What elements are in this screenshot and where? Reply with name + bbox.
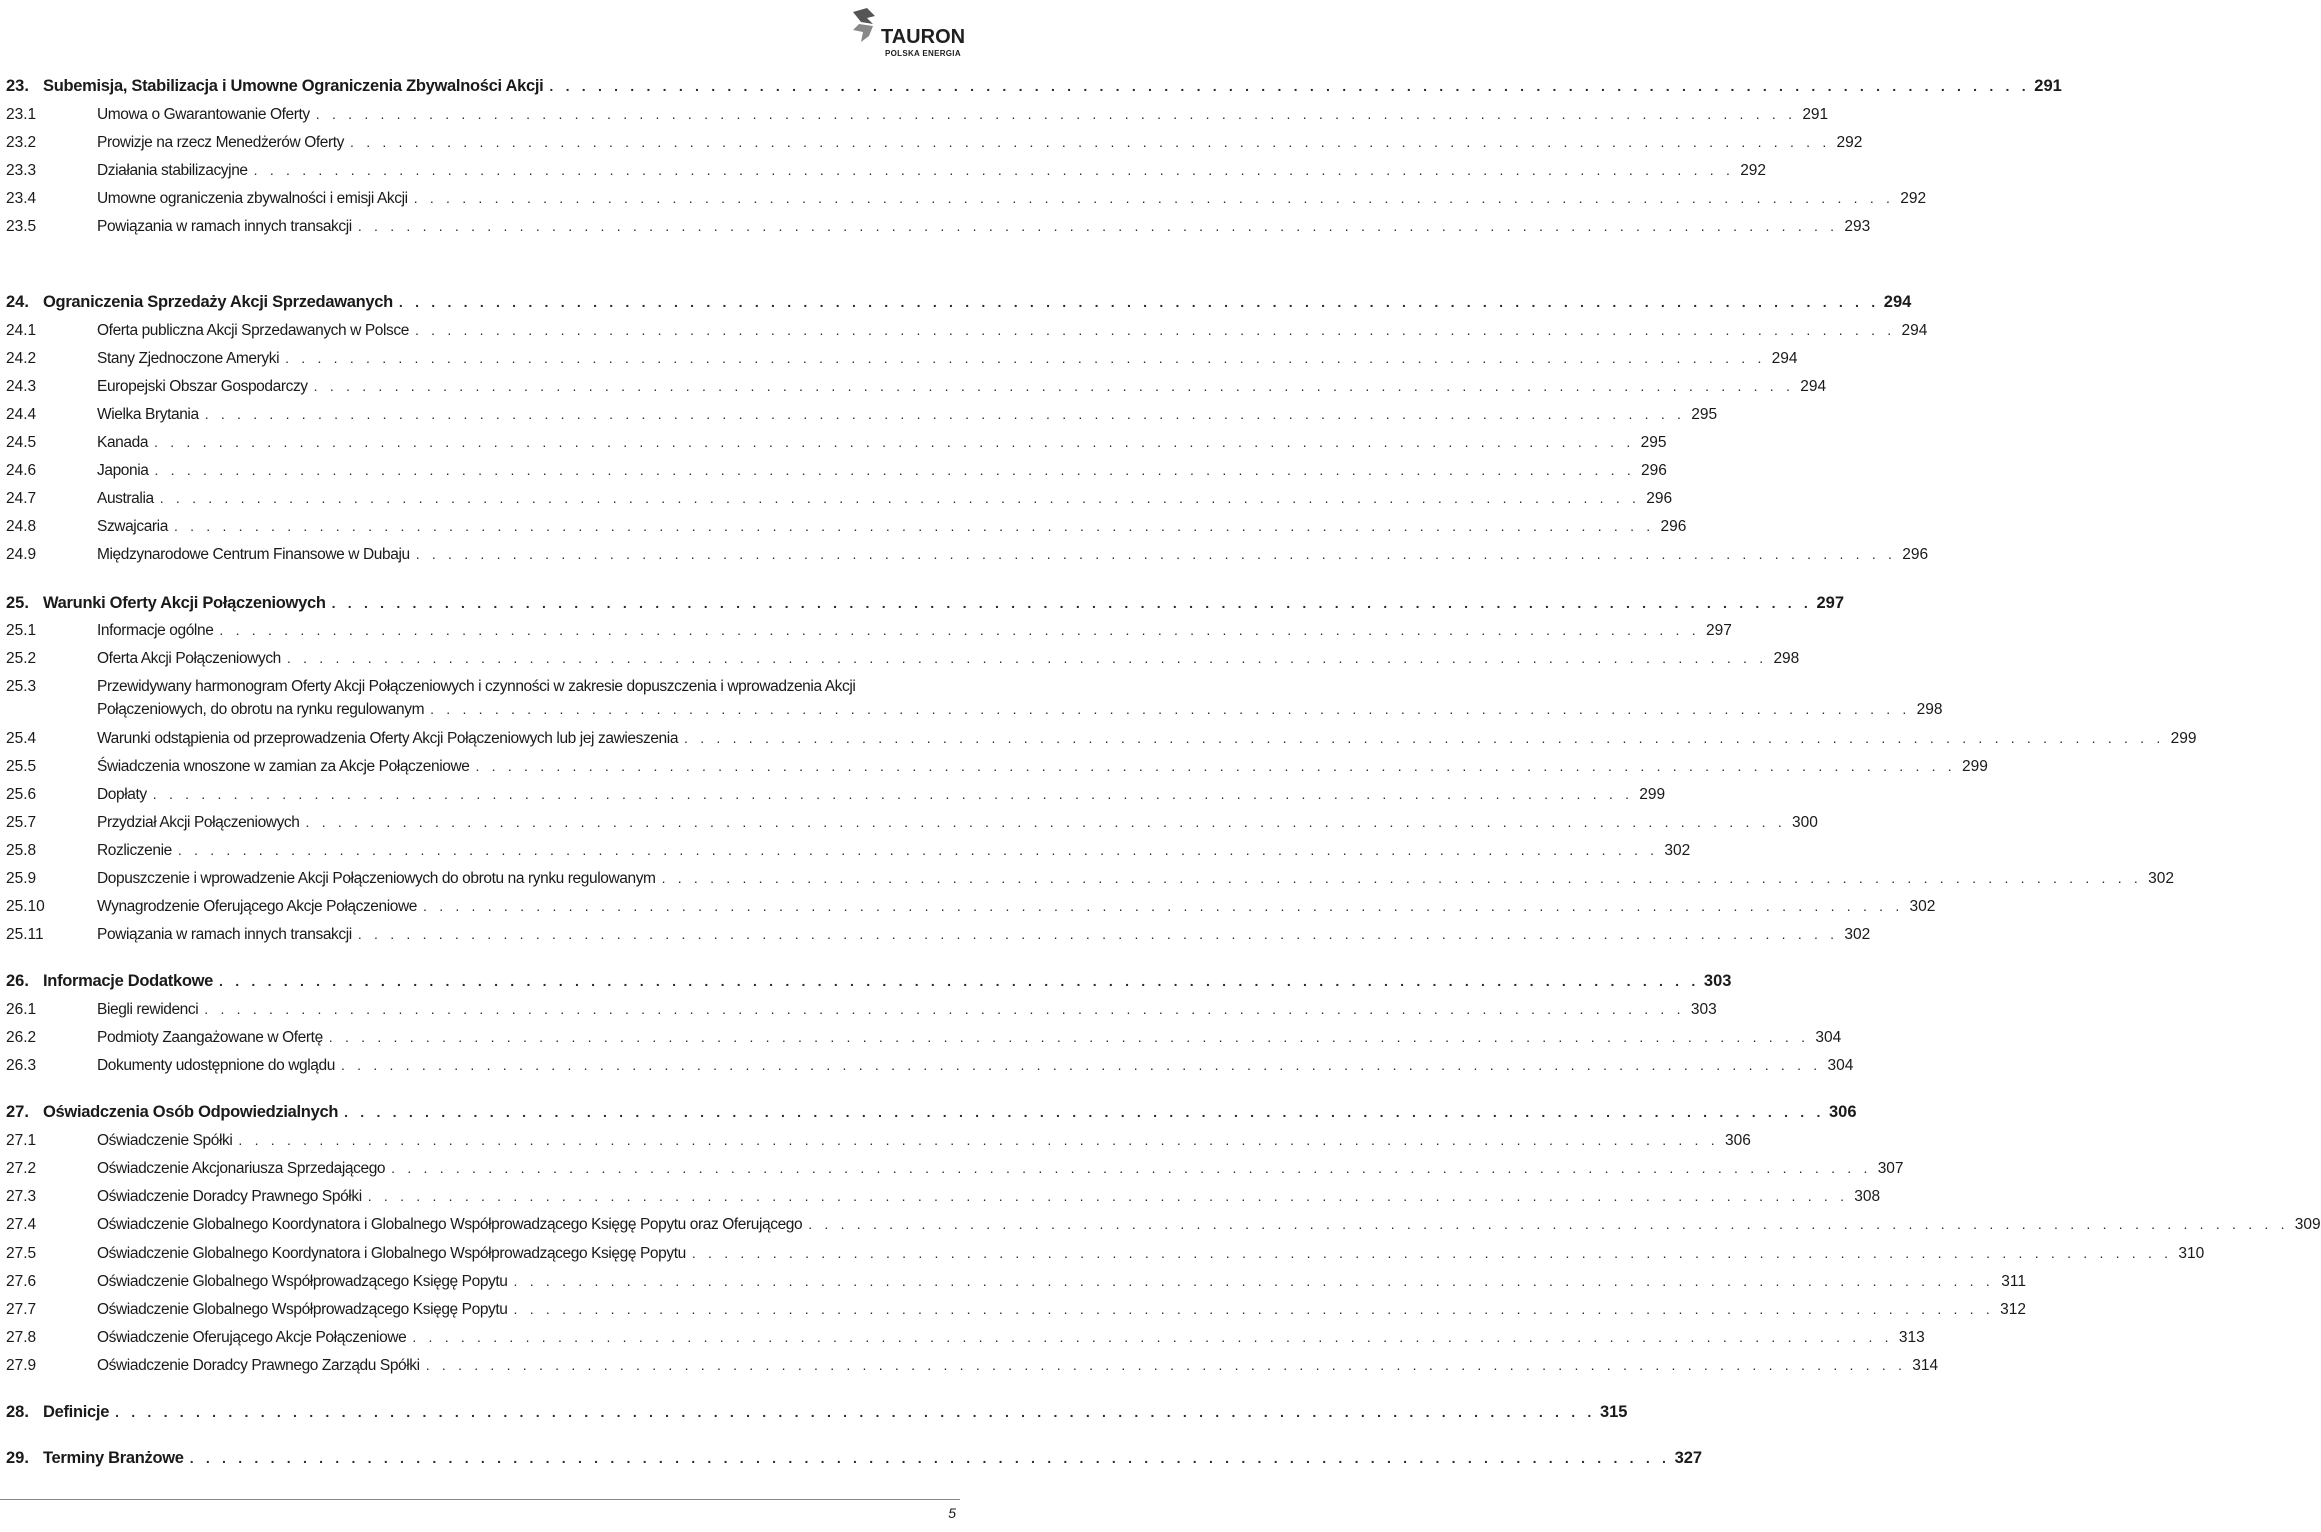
- entry-title: Dopłaty: [97, 786, 147, 803]
- section-number: 29.: [6, 1449, 29, 1467]
- entry-title: Stany Zjednoczone Ameryki: [97, 350, 280, 367]
- entry-title: Szwajcaria: [97, 518, 168, 535]
- dot-leader: . . . . . . . . . . . . . . . . . . . . . . . . . . . . . . . . . . . . . . . . . . . . . . . . . . . . . . . . . . . . . . . . . . . . . . . . . . . . . . . . . . . . . . . . . . . .: [204, 406, 1686, 422]
- dot-leader: . . . . . . . . . . . . . . . . . . . . . . . . . . . . . . . . . . . . . . . . . . . . . . . . . . . . . . . . . . . . . . . . . . . . . . . . . . . . . . . . . . . . . . . . . . . .: [684, 730, 2165, 746]
- toc-entry-24-6[interactable]: [6, 462, 1667, 484]
- entry-title: Europejski Obszar Gospodarczy: [97, 378, 308, 395]
- page-number: 5: [948, 1505, 956, 1521]
- entry-number: 23.4: [6, 190, 37, 207]
- entry-title-continued: Połączeniowych, do obrotu na rynku regulowanym: [97, 701, 425, 718]
- toc-entry-23-3[interactable]: [6, 162, 1767, 184]
- toc-entry-23-5[interactable]: [6, 218, 1871, 240]
- dot-leader: . . . . . . . . . . . . . . . . . . . . . . . . . . . . . . . . . . . . . . . . . . . . . . . . . . . . . . . . . . . . . . . . . . . . . . . . . . . . . . . . . . . . . . . . . . . .: [315, 106, 1797, 122]
- dot-leader: . . . . . . . . . . . . . . . . . . . . . . . . . . . . . . . . . . . . . . . . . . . . . . . . . . . . . . . . . . . . . . . . . . . . . . . . . . . . . . . . . . . . . . . . . . . .: [177, 842, 1659, 858]
- toc-entry-25-11[interactable]: [6, 926, 1871, 948]
- dot-leader: . . . . . . . . . . . . . . . . . . . . . . . . . . . . . . . . . . . . . . . . . . . . . . . . . . . . . . . . . . . . . . . . . . . . . . . . . . . . . . . . . . . . . . . . . . . .: [154, 462, 1635, 478]
- entry-page-number: 296: [1646, 490, 1673, 507]
- entry-number: 26.3: [6, 1057, 37, 1074]
- section-number: 23.: [6, 77, 29, 95]
- entry-title: Przewidywany harmonogram Oferty Akcji Połączeniowych i czynności w zakresie dopuszczenia i wprowadzenia Akcji: [97, 678, 856, 695]
- section-title: Informacje Dodatkowe: [43, 972, 214, 990]
- entry-page-number: 306: [1724, 1132, 1751, 1149]
- entry-page-number: 299: [2170, 730, 2197, 747]
- entry-page-number: 294: [1771, 350, 1798, 367]
- entry-number: 24.7: [6, 490, 37, 507]
- entry-title: Wielka Brytania: [97, 406, 199, 423]
- tauron-logo: [845, 6, 966, 66]
- dot-leader: . . . . . . . . . . . . . . . . . . . . . . . . . . . . . . . . . . . . . . . . . . . . . . . . . . . . . . . . . . . . . . . . . . . . . . . . . . . . . . . . . . . . . . . . . . . .: [691, 1245, 2173, 1261]
- toc-entry-25-4[interactable]: [6, 730, 2197, 752]
- entry-page-number: 308: [1854, 1188, 1881, 1205]
- dot-leader: . . . . . . . . . . . . . . . . . . . . . . . . . . . . . . . . . . . . . . . . . . . . . . . . . . . . . . . . . . . . . . . . . . . . . . . . . . . . . . . . . . . . . . . . . . . .: [173, 518, 1655, 534]
- dot-leader: . . . . . . . . . . . . . . . . . . . . . . . . . . . . . . . . . . . . . . . . . . . . . . . . . . . . . . . . . . . . . . . . . . . . . . . . . . . . . . . . . . . . . . . . . . . .: [159, 490, 1641, 506]
- section-page-number: 327: [1674, 1449, 1703, 1467]
- entry-title: Dokumenty udostępnione do wglądu: [97, 1057, 335, 1074]
- entry-number: 23.5: [6, 218, 37, 235]
- entry-number: 23.3: [6, 162, 37, 179]
- entry-page-number: 302: [1664, 842, 1691, 859]
- entry-number: 25.7: [6, 814, 37, 831]
- entry-title: Japonia: [97, 462, 149, 479]
- entry-number: 24.2: [6, 350, 37, 367]
- entry-title: Oświadczenie Doradcy Prawnego Spółki: [97, 1188, 362, 1205]
- dot-leader: . . . . . . . . . . . . . . . . . . . . . . . . . . . . . . . . . . . . . . . . . . . . . . . . . . . . . . . . . . . . . . . . . . . . . . . . . . . . . . . . . . . . . . . . . . . .: [808, 1216, 2289, 1232]
- entry-title: Działania stabilizacyjne: [97, 162, 248, 179]
- section-number: 24.: [6, 293, 29, 311]
- toc-entry-24-1[interactable]: [6, 322, 1928, 344]
- entry-title: Biegli rewidenci: [97, 1001, 199, 1018]
- entry-page-number: 292: [1900, 190, 1927, 207]
- section-number: 26.: [6, 972, 29, 990]
- toc-entry-25-2[interactable]: [6, 650, 1800, 672]
- toc-entry-23-1[interactable]: [6, 106, 1829, 128]
- entry-title: Oświadczenie Spółki: [97, 1132, 233, 1149]
- entry-number: 27.4: [6, 1216, 37, 1233]
- entry-title: Warunki odstąpienia od przeprowadzenia Oferty Akcji Połączeniowych lub jej zawieszenia: [97, 730, 679, 747]
- section-page-number: 303: [1703, 972, 1732, 990]
- entry-number: 25.9: [6, 870, 37, 887]
- entry-page-number: 296: [1641, 462, 1667, 479]
- dot-leader: . . . . . . . . . . . . . . . . . . . . . . . . . . . . . . . . . . . . . . . . . . . . . . . . . . . . . . . . . . . . . . . . . . . . . . . . . . . . . . . . . . . . . . . . . . . .: [328, 1029, 1810, 1045]
- entry-page-number: 303: [1690, 1001, 1717, 1018]
- toc-section-28[interactable]: [6, 1403, 1628, 1425]
- entry-page-number: 296: [1902, 546, 1929, 563]
- dot-leader: . . . . . . . . . . . . . . . . . . . . . . . . . . . . . . . . . . . . . . . . . . . . . . . . . . . . . . . . . . . . . . . . . . . . . . . . . . . . . . . . . . . . . . . . . . . .: [154, 434, 1635, 450]
- entry-number: 25.8: [6, 842, 37, 859]
- entry-title: Umowne ograniczenia zbywalności i emisji Akcji: [97, 190, 408, 207]
- dot-leader: . . . . . . . . . . . . . . . . . . . . . . . . . . . . . . . . . . . . . . . . . . . . . . . . . . . . . . . . . . . . . . . . . . . . . . . . . . . . . . . . . . . . . . . . . . . .: [286, 650, 1768, 666]
- toc-entry-27-2[interactable]: [6, 1160, 1904, 1182]
- dot-leader: . . . . . . . . . . . . . . . . . . . . . . . . . . . . . . . . . . . . . . . . . . . . . . . . . . . . . . . . . . . . . . . . . . . . . . . . . . . . . . . . . . . . . . . . . . . .: [357, 926, 1839, 942]
- entry-title: Dopuszczenie i wprowadzenie Akcji Połączeniowych do obrotu na rynku regulowanym: [97, 870, 656, 887]
- entry-number: 24.8: [6, 518, 37, 535]
- dot-leader: . . . . . . . . . . . . . . . . . . . . . . . . . . . . . . . . . . . . . . . . . . . . . . . . . . . . . . . . . . . . . . . . . . . . . . . . . . . . . . . . . . . . . . . . . . . .: [340, 1057, 1822, 1073]
- dot-leader: . . . . . . . . . . . . . . . . . . . . . . . . . . . . . . . . . . . . . . . . . . . . . . . . . . . . . . . . . . . . . . . . . . . . . . . . . . . . . . . . . . . . . . . . . . . .: [357, 218, 1839, 234]
- entry-number: 27.9: [6, 1357, 37, 1374]
- toc-entry-24-5[interactable]: [6, 434, 1667, 456]
- entry-number: 25.6: [6, 786, 37, 803]
- section-title: Warunki Oferty Akcji Połączeniowych: [43, 594, 326, 612]
- section-title: Subemisja, Stabilizacja i Umowne Ograniczenia Zbywalności Akcji: [43, 77, 544, 95]
- entry-number: 26.2: [6, 1029, 37, 1046]
- section-number: 27.: [6, 1103, 29, 1121]
- entry-title: Oświadczenie Globalnego Współprowadzącego Księgę Popytu: [97, 1301, 508, 1318]
- toc-entry-25-1[interactable]: [6, 622, 1732, 644]
- entry-number: 27.3: [6, 1188, 37, 1205]
- toc-entry-27-5[interactable]: [6, 1245, 2205, 1267]
- dot-leader: . . . . . . . . . . . . . . . . . . . . . . . . . . . . . . . . . . . . . . . . . . . . . . . . . . . . . . . . . . . . . . . . . . . . . . . . . . . . . . . . . . . . . . . . . . . .: [204, 1001, 1685, 1017]
- entry-page-number: 298: [1773, 650, 1800, 667]
- dot-leader: . . . . . . . . . . . . . . . . . . . . . . . . . . . . . . . . . . . . . . . . . . . . . . . . . . . . . . . . . . . . . . . . . . . . . . . . . . . . . . . . . . . . . . . . . . . .: [344, 1104, 1825, 1120]
- dot-leader: . . . . . . . . . . . . . . . . . . . . . . . . . . . . . . . . . . . . . . . . . . . . . . . . . . . . . . . . . . . . . . . . . . . . . . . . . . . . . . . . . . . . . . . . . . . .: [415, 546, 1897, 562]
- entry-number: 27.5: [6, 1245, 37, 1262]
- entry-page-number: 311: [2001, 1273, 2026, 1290]
- dot-leader: . . . . . . . . . . . . . . . . . . . . . . . . . . . . . . . . . . . . . . . . . . . . . . . . . . . . . . . . . . . . . . . . . . . . . . . . . . . . . . . . . . . . . . . . . . . .: [305, 814, 1786, 830]
- dot-leader: . . . . . . . . . . . . . . . . . . . . . . . . . . . . . . . . . . . . . . . . . . . . . . . . . . . . . . . . . . . . . . . . . . . . . . . . . . . . . . . . . . . . . . . . . . . .: [115, 1404, 1596, 1420]
- entry-page-number: 292: [1740, 162, 1767, 179]
- section-number: 25.: [6, 594, 29, 612]
- entry-page-number: 299: [1639, 786, 1666, 803]
- toc-section-24[interactable]: [6, 293, 1912, 315]
- section-page-number: 315: [1599, 1403, 1628, 1421]
- dot-leader: . . . . . . . . . . . . . . . . . . . . . . . . . . . . . . . . . . . . . . . . . . . . . . . . . . . . . . . . . . . . . . . . . . . . . . . . . . . . . . . . . . . . . . . . . . . .: [413, 190, 1895, 206]
- entry-title: Oświadczenie Oferującego Akcje Połączeniowe: [97, 1329, 407, 1346]
- dot-leader: . . . . . . . . . . . . . . . . . . . . . . . . . . . . . . . . . . . . . . . . . . . . . . . . . . . . . . . . . . . . . . . . . . . . . . . . . . . . . . . . . . . . . . . . . . . .: [475, 758, 1956, 774]
- entry-title: Oświadczenie Akcjonariusza Sprzedającego: [97, 1160, 386, 1177]
- entry-title-wrap: [97, 678, 1943, 719]
- dot-leader: . . . . . . . . . . . . . . . . . . . . . . . . . . . . . . . . . . . . . . . . . . . . . . . . . . . . . . . . . . . . . . . . . . . . . . . . . . . . . . . . . . . . . . . . . . . .: [253, 162, 1735, 178]
- toc-section-26[interactable]: [6, 972, 1732, 994]
- entry-number: 27.1: [6, 1132, 37, 1149]
- entry-page-number: 291: [1802, 106, 1829, 123]
- entry-number: 27.6: [6, 1273, 37, 1290]
- entry-page-number: 302: [1909, 898, 1936, 915]
- dot-leader: . . . . . . . . . . . . . . . . . . . . . . . . . . . . . . . . . . . . . . . . . . . . . . . . . . . . . . . . . . . . . . . . . . . . . . . . . . . . . . . . . . . . . . . . . . . .: [513, 1301, 1994, 1317]
- dot-leader: . . . . . . . . . . . . . . . . . . . . . . . . . . . . . . . . . . . . . . . . . . . . . . . . . . . . . . . . . . . . . . . . . . . . . . . . . . . . . . . . . . . . . . . . . . . .: [423, 898, 1904, 914]
- dot-leader: . . . . . . . . . . . . . . . . . . . . . . . . . . . . . . . . . . . . . . . . . . . . . . . . . . . . . . . . . . . . . . . . . . . . . . . . . . . . . . . . . . . . . . . . . . . .: [219, 622, 1700, 638]
- toc-entry-27-7[interactable]: [6, 1301, 2026, 1323]
- entry-page-number: 297: [1705, 622, 1732, 639]
- entry-title: Australia: [97, 490, 154, 507]
- dot-leader: . . . . . . . . . . . . . . . . . . . . . . . . . . . . . . . . . . . . . . . . . . . . . . . . . . . . . . . . . . . . . . . . . . . . . . . . . . . . . . . . . . . . . . . . . . . .: [331, 595, 1813, 611]
- toc-entry-23-2[interactable]: [6, 134, 1863, 156]
- toc-entry-24-7[interactable]: [6, 490, 1673, 512]
- entry-number: 25.10: [6, 898, 45, 915]
- logo-wordmark: TAURON: [881, 26, 966, 48]
- section-page-number: 297: [1816, 594, 1845, 612]
- dot-leader: . . . . . . . . . . . . . . . . . . . . . . . . . . . . . . . . . . . . . . . . . . . . . . . . . . . . . . . . . . . . . . . . . . . . . . . . . . . . . . . . . . . . . . . . . . . .: [549, 78, 2030, 94]
- toc-entry-24-3[interactable]: [6, 378, 1827, 400]
- entry-title: Prowizje na rzecz Menedżerów Oferty: [97, 134, 345, 151]
- section-page-number: 306: [1829, 1103, 1857, 1121]
- dot-leader: . . . . . . . . . . . . . . . . . . . . . . . . . . . . . . . . . . . . . . . . . . . . . . . . . . . . . . . . . . . . . . . . . . . . . . . . . . . . . . . . . . . . . . . . . . . .: [430, 701, 1911, 717]
- dot-leader: . . . . . . . . . . . . . . . . . . . . . . . . . . . . . . . . . . . . . . . . . . . . . . . . . . . . . . . . . . . . . . . . . . . . . . . . . . . . . . . . . . . . . . . . . . . .: [398, 294, 1880, 310]
- logo-subtitle: POLSKA ENERGIA: [885, 49, 961, 58]
- entry-title: Podmioty Zaangażowane w Ofertę: [97, 1029, 323, 1046]
- entry-page-number: 314: [1912, 1357, 1939, 1374]
- dot-leader: . . . . . . . . . . . . . . . . . . . . . . . . . . . . . . . . . . . . . . . . . . . . . . . . . . . . . . . . . . . . . . . . . . . . . . . . . . . . . . . . . . . . . . . . . . . .: [219, 973, 1700, 989]
- entry-page-number: 304: [1815, 1029, 1842, 1046]
- section-title: Definicje: [43, 1403, 110, 1421]
- entry-title: Oświadczenie Globalnego Koordynatora i Globalnego Współprowadzącego Księgę Popytu: [97, 1245, 686, 1262]
- dot-leader: . . . . . . . . . . . . . . . . . . . . . . . . . . . . . . . . . . . . . . . . . . . . . . . . . . . . . . . . . . . . . . . . . . . . . . . . . . . . . . . . . . . . . . . . . . . .: [661, 870, 2142, 886]
- entry-page-number: 299: [1962, 758, 1988, 775]
- toc-entry-27-1[interactable]: [6, 1132, 1751, 1154]
- entry-title: Powiązania w ramach innych transakcji: [97, 218, 352, 235]
- entry-page-number: 293: [1844, 218, 1871, 235]
- dot-leader: . . . . . . . . . . . . . . . . . . . . . . . . . . . . . . . . . . . . . . . . . . . . . . . . . . . . . . . . . . . . . . . . . . . . . . . . . . . . . . . . . . . . . . . . . . . .: [367, 1188, 1849, 1204]
- entry-title: Świadczenia wnoszone w zamian za Akcje Połączeniowe: [97, 758, 470, 775]
- entry-page-number: 302: [2148, 870, 2174, 887]
- entry-page-number: 304: [1827, 1057, 1854, 1074]
- toc-entry-25-10[interactable]: [6, 898, 1936, 920]
- dot-leader: . . . . . . . . . . . . . . . . . . . . . . . . . . . . . . . . . . . . . . . . . . . . . . . . . . . . . . . . . . . . . . . . . . . . . . . . . . . . . . . . . . . . . . . . . . . .: [425, 1357, 1907, 1373]
- entry-title: Oświadczenie Globalnego Koordynatora i Globalnego Współprowadzącego Księgę Popytu oraz Oferującego: [97, 1216, 803, 1233]
- entry-title: Informacje ogólne: [97, 622, 214, 639]
- dot-leader: . . . . . . . . . . . . . . . . . . . . . . . . . . . . . . . . . . . . . . . . . . . . . . . . . . . . . . . . . . . . . . . . . . . . . . . . . . . . . . . . . . . . . . . . . . . .: [285, 350, 1766, 366]
- entry-title: Oferta Akcji Połączeniowych: [97, 650, 281, 667]
- entry-number: 23.2: [6, 134, 37, 151]
- entry-page-number: 298: [1916, 701, 1943, 718]
- dot-leader: . . . . . . . . . . . . . . . . . . . . . . . . . . . . . . . . . . . . . . . . . . . . . . . . . . . . . . . . . . . . . . . . . . . . . . . . . . . . . . . . . . . . . . . . . . . .: [350, 134, 1831, 150]
- dot-leader: . . . . . . . . . . . . . . . . . . . . . . . . . . . . . . . . . . . . . . . . . . . . . . . . . . . . . . . . . . . . . . . . . . . . . . . . . . . . . . . . . . . . . . . . . . . .: [313, 378, 1795, 394]
- toc-entry-25-7[interactable]: [6, 814, 1818, 836]
- toc-entry-25-3[interactable]: [6, 678, 1943, 728]
- entry-number: 25.3: [6, 678, 37, 695]
- dot-leader: . . . . . . . . . . . . . . . . . . . . . . . . . . . . . . . . . . . . . . . . . . . . . . . . . . . . . . . . . . . . . . . . . . . . . . . . . . . . . . . . . . . . . . . . . . . .: [513, 1273, 1994, 1289]
- toc-entry-26-2[interactable]: [6, 1029, 1842, 1051]
- toc-entry-24-8[interactable]: [6, 518, 1687, 540]
- entry-page-number: 296: [1660, 518, 1687, 535]
- entry-page-number: 295: [1691, 406, 1718, 423]
- entry-page-number: 294: [1901, 322, 1928, 339]
- toc-entry-24-2[interactable]: [6, 350, 1798, 372]
- entry-title: Wynagrodzenie Oferującego Akcje Połączeniowe: [97, 898, 418, 915]
- entry-number: 24.6: [6, 462, 37, 479]
- toc-section-27[interactable]: [6, 1103, 1857, 1125]
- toc-entry-27-6[interactable]: [6, 1273, 2026, 1295]
- entry-number: 26.1: [6, 1001, 37, 1018]
- entry-number: 27.7: [6, 1301, 37, 1318]
- entry-number: 25.11: [6, 926, 44, 943]
- entry-number: 25.1: [6, 622, 37, 639]
- section-title: Ograniczenia Sprzedaży Akcji Sprzedawanych: [43, 293, 393, 311]
- tauron-emblem-icon: [845, 6, 885, 46]
- entry-page-number: 307: [1877, 1160, 1904, 1177]
- section-title: Terminy Branżowe: [43, 1449, 184, 1467]
- dot-leader: . . . . . . . . . . . . . . . . . . . . . . . . . . . . . . . . . . . . . . . . . . . . . . . . . . . . . . . . . . . . . . . . . . . . . . . . . . . . . . . . . . . . . . . . . . . .: [414, 322, 1896, 338]
- toc-entry-24-9[interactable]: [6, 546, 1929, 568]
- toc-section-23[interactable]: [6, 77, 2062, 99]
- dot-leader: . . . . . . . . . . . . . . . . . . . . . . . . . . . . . . . . . . . . . . . . . . . . . . . . . . . . . . . . . . . . . . . . . . . . . . . . . . . . . . . . . . . . . . . . . . . .: [238, 1132, 1719, 1148]
- entry-number: 25.2: [6, 650, 37, 667]
- toc-entry-25-9[interactable]: [6, 870, 2174, 892]
- entry-page-number: 294: [1800, 378, 1827, 395]
- toc-entry-24-4[interactable]: [6, 406, 1718, 428]
- entry-title: Oświadczenie Doradcy Prawnego Zarządu Spółki: [97, 1357, 420, 1374]
- entry-title: Międzynarodowe Centrum Finansowe w Dubaju: [97, 546, 410, 563]
- entry-page-number: 300: [1792, 814, 1818, 831]
- toc-entry-25-5[interactable]: [6, 758, 1988, 780]
- entry-number: 27.2: [6, 1160, 37, 1177]
- toc-entry-26-1[interactable]: [6, 1001, 1717, 1023]
- toc-entry-27-4[interactable]: [6, 1216, 2321, 1238]
- entry-page-number: 295: [1640, 434, 1667, 451]
- dot-leader: . . . . . . . . . . . . . . . . . . . . . . . . . . . . . . . . . . . . . . . . . . . . . . . . . . . . . . . . . . . . . . . . . . . . . . . . . . . . . . . . . . . . . . . . . . . .: [412, 1329, 1893, 1345]
- entry-number: 27.8: [6, 1329, 37, 1346]
- entry-title: Przydział Akcji Połączeniowych: [97, 814, 300, 831]
- toc-entry-27-9[interactable]: [6, 1357, 1939, 1379]
- dot-leader: . . . . . . . . . . . . . . . . . . . . . . . . . . . . . . . . . . . . . . . . . . . . . . . . . . . . . . . . . . . . . . . . . . . . . . . . . . . . . . . . . . . . . . . . . . . .: [391, 1160, 1872, 1176]
- section-number: 28.: [6, 1403, 29, 1421]
- footer-divider: [0, 1499, 960, 1500]
- entry-number: 24.9: [6, 546, 37, 563]
- toc-entry-27-8[interactable]: [6, 1329, 1925, 1351]
- entry-number: 24.1: [6, 322, 37, 339]
- entry-number: 23.1: [6, 106, 37, 123]
- entry-page-number: 313: [1898, 1329, 1925, 1346]
- toc-section-29[interactable]: [6, 1449, 1703, 1471]
- entry-number: 25.4: [6, 730, 37, 747]
- dot-leader: . . . . . . . . . . . . . . . . . . . . . . . . . . . . . . . . . . . . . . . . . . . . . . . . . . . . . . . . . . . . . . . . . . . . . . . . . . . . . . . . . . . . . . . . . . . .: [189, 1450, 1671, 1466]
- entry-page-number: 310: [2178, 1245, 2205, 1262]
- entry-title: Kanada: [97, 434, 149, 451]
- entry-title: Oświadczenie Globalnego Współprowadzącego Księgę Popytu: [97, 1273, 508, 1290]
- entry-title: Rozliczenie: [97, 842, 172, 859]
- entry-number: 24.3: [6, 378, 37, 395]
- entry-title: Umowa o Gwarantowanie Oferty: [97, 106, 310, 123]
- section-title: Oświadczenia Osób Odpowiedzialnych: [43, 1103, 339, 1121]
- entry-number: 25.5: [6, 758, 37, 775]
- toc-entry-25-8[interactable]: [6, 842, 1691, 864]
- toc-entry-27-3[interactable]: [6, 1188, 1881, 1210]
- entry-page-number: 309: [2294, 1216, 2321, 1233]
- entry-page-number: 312: [2000, 1301, 2026, 1318]
- entry-title-line2-row: [97, 701, 1943, 719]
- section-page-number: 294: [1883, 293, 1912, 311]
- entry-number: 24.4: [6, 406, 37, 423]
- toc-section-25[interactable]: [6, 594, 1845, 616]
- entry-page-number: 292: [1836, 134, 1863, 151]
- section-page-number: 291: [2034, 77, 2062, 95]
- toc-entry-26-3[interactable]: [6, 1057, 1854, 1079]
- entry-title: Powiązania w ramach innych transakcji: [97, 926, 352, 943]
- entry-number: 24.5: [6, 434, 37, 451]
- toc-entry-23-4[interactable]: [6, 190, 1927, 212]
- entry-page-number: 302: [1844, 926, 1871, 943]
- dot-leader: . . . . . . . . . . . . . . . . . . . . . . . . . . . . . . . . . . . . . . . . . . . . . . . . . . . . . . . . . . . . . . . . . . . . . . . . . . . . . . . . . . . . . . . . . . . .: [152, 786, 1634, 802]
- toc-entry-25-6[interactable]: [6, 786, 1666, 808]
- entry-title: Oferta publiczna Akcji Sprzedawanych w Polsce: [97, 322, 409, 339]
